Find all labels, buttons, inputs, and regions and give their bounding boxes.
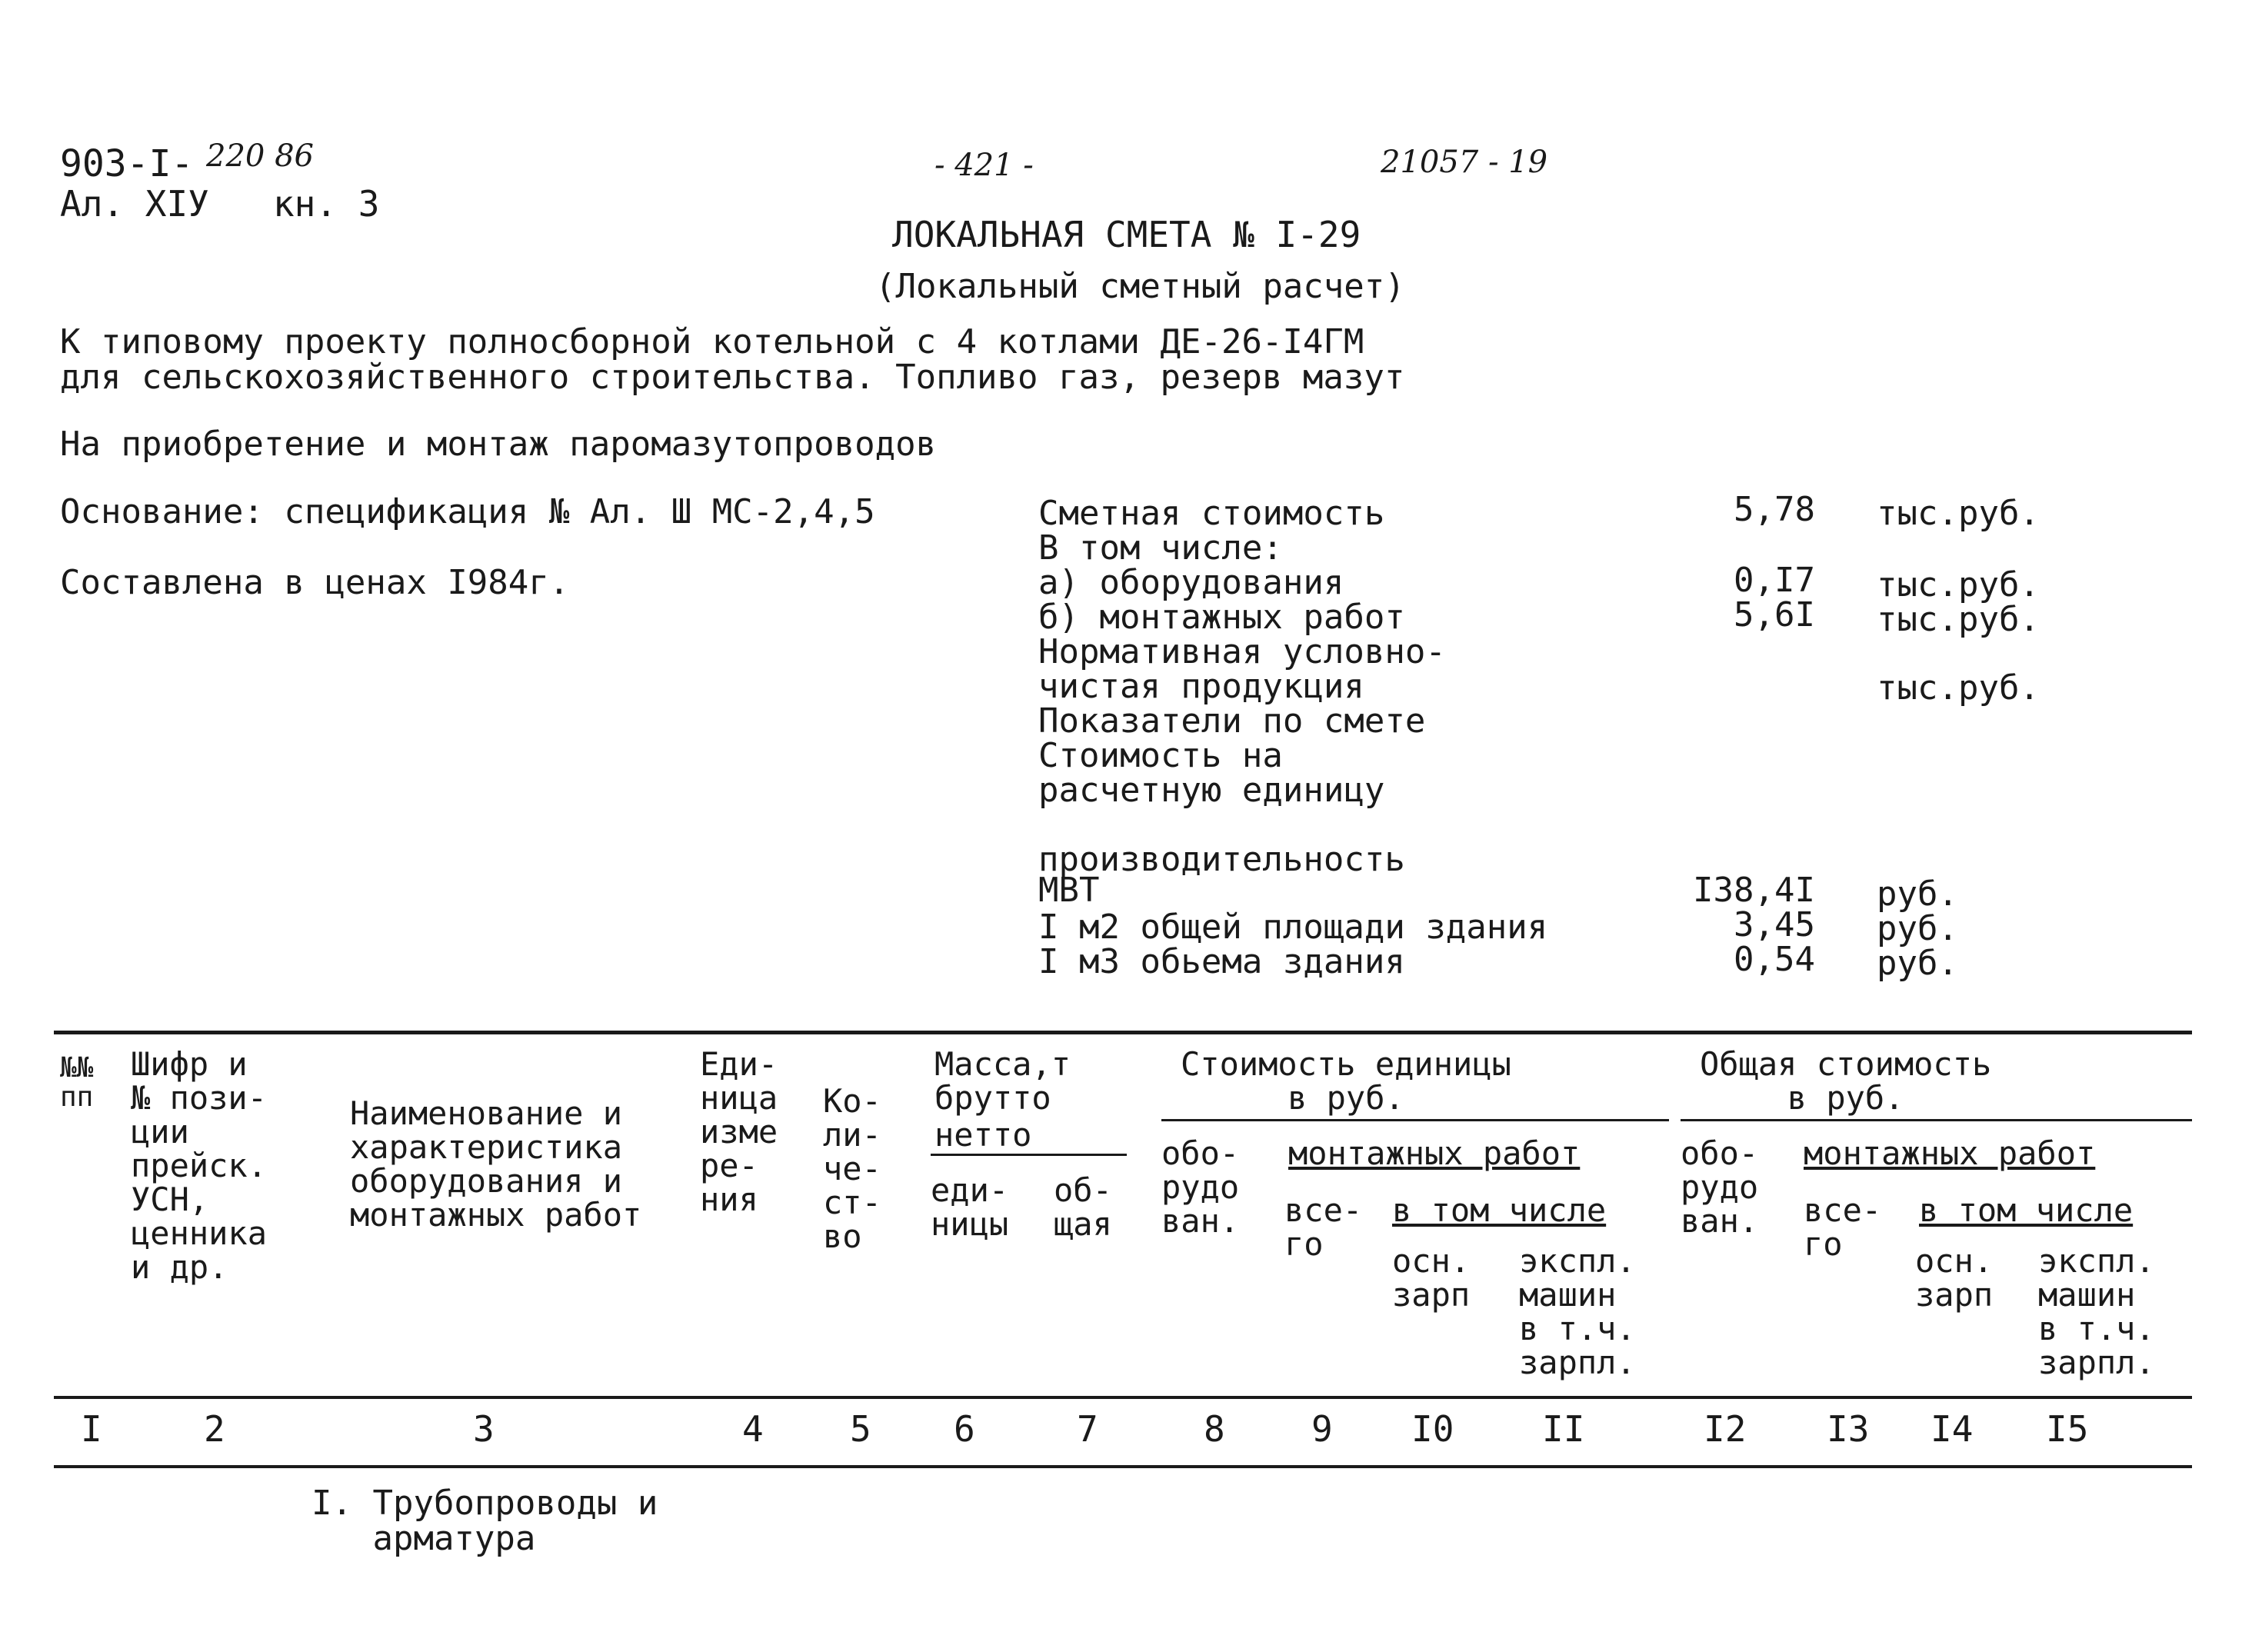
summary-value: I38,4I	[1693, 871, 1815, 910]
page-number: - 421 -	[934, 148, 1034, 183]
column-number: I4	[1931, 1408, 1974, 1450]
column-number: I0	[1411, 1408, 1454, 1450]
summary-unit: тыс.руб.	[1877, 668, 2040, 708]
header-mass-per-unit: еди- ницы	[931, 1171, 1009, 1243]
document-code-handwritten: 220 86	[206, 138, 314, 174]
column-number: 4	[742, 1408, 764, 1450]
header-total-including: в том числе	[1919, 1191, 2134, 1229]
column-number: 6	[954, 1408, 975, 1450]
summary-label: Нормативная условно-	[1038, 632, 1446, 671]
header-unit-including: в том числе	[1392, 1191, 1607, 1229]
summary-unit: руб.	[1877, 909, 1958, 948]
header-bottom-rule	[54, 1396, 2192, 1399]
header-name: Наименование и характеристика оборудования и монтажных работ	[350, 1094, 642, 1234]
header-code: Шифр и № пози- ции прейск. УСН, ценника и др.	[131, 1045, 268, 1286]
header-unit-machine: экспл. машин в т.ч. зарпл.	[1519, 1242, 1636, 1381]
header-unit-mounting: монтажных работ	[1288, 1134, 1581, 1172]
summary-label: Показатели по смете	[1038, 701, 1426, 741]
project-line-2: для сельскохозяйственного строительства. Топливо газ, резерв мазут	[60, 358, 1405, 397]
header-unit-basic-wage: осн. зарп	[1392, 1242, 1471, 1314]
header-quantity: Ко- ли- че- ст- во	[823, 1082, 881, 1255]
summary-label: а) оборудования	[1038, 563, 1344, 602]
header-unit: Еди- ница изме ре- ния	[700, 1045, 778, 1218]
estimate-subtitle: (Локальный сметный расчет)	[875, 267, 1405, 306]
basis-line: Основание: спецификация № Ал. Ш МС-2,4,5	[60, 492, 875, 531]
header-total-equipment: обо- рудо ван.	[1681, 1134, 1759, 1240]
mass-divider	[931, 1154, 1127, 1156]
header-mass-netto: нетто	[934, 1116, 1032, 1154]
column-number: I3	[1827, 1408, 1870, 1450]
summary-unit: руб.	[1877, 944, 1958, 983]
summary-value: 3,45	[1734, 905, 1815, 944]
summary-label: б) монтажных работ	[1038, 598, 1405, 637]
column-number: I5	[2046, 1408, 2089, 1450]
header-mass: Масса,т брутто	[934, 1045, 1071, 1117]
summary-label: В том числе:	[1038, 528, 1283, 568]
column-number: 7	[1077, 1408, 1098, 1450]
column-number: 9	[1311, 1408, 1333, 1450]
unit-cost-divider	[1161, 1119, 1669, 1121]
summary-value: 0,I7	[1734, 561, 1815, 600]
header-total-machine: экспл. машин в т.ч. зарпл.	[2038, 1242, 2155, 1381]
summary-unit: руб.	[1877, 874, 1958, 914]
summary-label: I м3 обьема здания	[1038, 942, 1405, 981]
summary-unit: тыс.руб.	[1877, 600, 2040, 639]
summary-label: расчетную единицу	[1038, 771, 1385, 810]
summary-label: чистая продукция	[1038, 667, 1364, 706]
column-number: 2	[204, 1408, 225, 1450]
column-number: II	[1542, 1408, 1585, 1450]
summary-label: I м2 общей площади здания	[1038, 908, 1548, 947]
estimate-subject: На приобретение и монтаж паромазутопроводов	[60, 425, 937, 464]
header-row-number: №№ пп	[60, 1052, 94, 1113]
column-number: 5	[850, 1408, 871, 1450]
header-total-cost: Общая стоимость в руб.	[1700, 1045, 1992, 1117]
summary-label: Сметная стоимость	[1038, 494, 1385, 533]
estimate-title: ЛОКАЛЬНАЯ СМЕТА № I-29	[892, 214, 1361, 255]
column-number: 3	[473, 1408, 495, 1450]
header-mass-total: об- щая	[1054, 1171, 1112, 1243]
total-cost-divider	[1681, 1119, 2192, 1121]
summary-label: Стоимость на	[1038, 736, 1283, 775]
summary-value: 5,6I	[1734, 595, 1815, 634]
album-book: Ал. XIУ кн. 3	[60, 183, 380, 225]
table-top-rule	[54, 1031, 2192, 1034]
header-total-mounting: монтажных работ	[1804, 1134, 2096, 1172]
header-total-mounting-all: все- го	[1804, 1191, 1882, 1263]
header-unit-cost: Стоимость единицы в руб.	[1181, 1045, 1511, 1117]
project-line-1: К типовому проекту полносборной котельной с 4 котлами ДЕ-26-I4ГМ	[60, 322, 1364, 361]
summary-value: 0,54	[1734, 940, 1815, 979]
section-heading: I. Трубопроводы и арматура	[311, 1484, 658, 1558]
column-number: I2	[1704, 1408, 1747, 1450]
summary-value: 5,78	[1734, 490, 1815, 529]
summary-label: производительность	[1038, 840, 1405, 879]
summary-unit: тыс.руб.	[1877, 494, 2040, 533]
column-number: 8	[1204, 1408, 1225, 1450]
reference-number: 21057 - 19	[1381, 145, 1548, 180]
header-unit-mounting-all: все- го	[1284, 1191, 1363, 1263]
summary-label: МВТ	[1038, 871, 1100, 910]
numbers-bottom-rule	[54, 1465, 2192, 1468]
document-code: 903-I-	[60, 142, 194, 185]
prices-line: Составлена в ценах I984г.	[60, 563, 570, 602]
column-number: I	[81, 1408, 102, 1450]
header-total-basic-wage: осн. зарп	[1915, 1242, 1994, 1314]
summary-unit: тыс.руб.	[1877, 565, 2040, 605]
header-unit-equipment: обо- рудо ван.	[1161, 1134, 1240, 1240]
